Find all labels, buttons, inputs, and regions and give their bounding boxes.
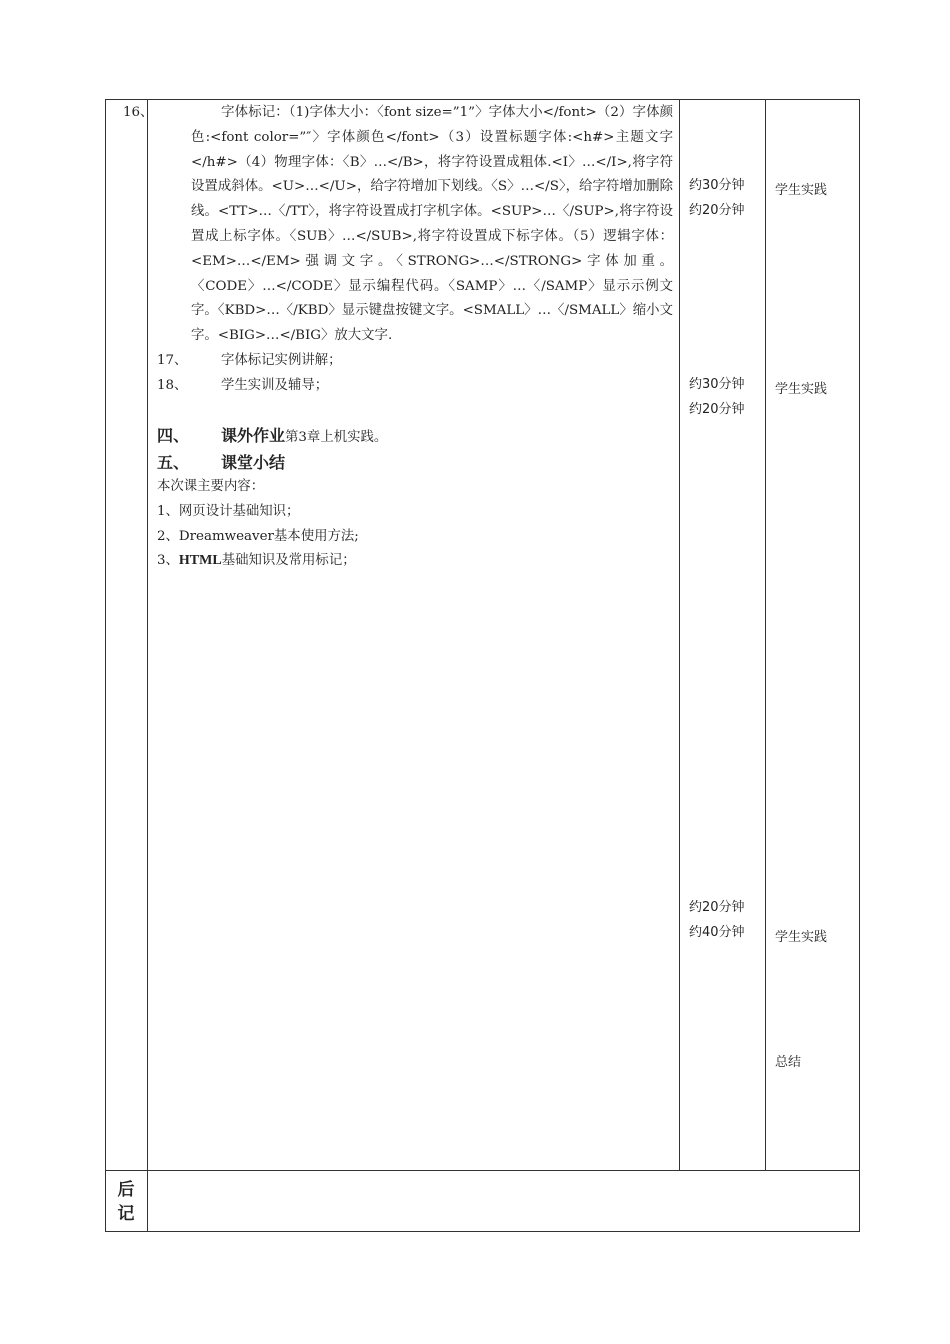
- list-item-text: 学生实训及辅导；: [221, 377, 329, 393]
- summary-line-3-bold: HTML: [178, 553, 222, 569]
- activity-note: 学生实践: [775, 183, 828, 198]
- table-col-divider-2: [679, 99, 680, 1171]
- table-row-divider: [105, 1170, 860, 1171]
- list-number: 16、: [123, 105, 154, 120]
- list-number: 18、: [157, 377, 188, 393]
- list-number: 17、: [157, 352, 188, 368]
- afterword-label: [106, 1178, 146, 1226]
- summary-line-3-num: 3、: [157, 553, 179, 569]
- list-item-17: [157, 349, 673, 374]
- section-title: 课外作业: [221, 426, 286, 446]
- summary-line-3-text: 基础知识及常用标记；: [221, 553, 356, 569]
- section-title: 课堂小结: [221, 452, 286, 472]
- table-border-bottom: [105, 1231, 860, 1232]
- time-estimate: 约40分钟: [689, 925, 745, 940]
- time-estimate: 约30分钟: [689, 178, 745, 193]
- activity-note: 学生实践: [775, 930, 828, 945]
- summary-line-2: 2、Dreamweaver基本使用方法;: [157, 528, 359, 544]
- section-homework: [157, 424, 673, 451]
- table-border-right: [859, 99, 860, 1232]
- table-border-left: [105, 99, 106, 1232]
- list-item-18: [157, 374, 673, 399]
- list-item-text: 字体标记：（1)字体大小：〈font size=”1”〉字体大小</font>（2）字体颜色:<font color=”″〉字体颜色</font>（3）设置标题字体:<h#>主题文字</h#>（4）物理字体：〈B〉…</B>，将字符设置成粗体.<I〉…</I>,将字符设置成斜体。<U>…</U>，给字符增加下划线。〈S〉…</S〉，给字符增加删除线。<TT>…〈/TT〉，将字符设置成打字机字体。<SUP>…〈/SUP>,将字符设置成上标字体。〈SUB〉…</SUB>,将字符设置成下标字体。（5）逻辑字体：<EM>…</EM>强调文字。〈STRONG>…</STRONG>字体加重。〈CODE〉…</CODE〉显示编程代码。〈SAMP〉…〈/SAMP〉显示示例文字。〈KBD>…〈/KBD〉显示键盘按键文字。<SMALL〉…〈/SMALL〉缩小文字。<BIG>…</BIG〉放大文字.: [191, 105, 673, 344]
- summary-line-3: [157, 549, 673, 574]
- table-border-top: [105, 99, 860, 100]
- section-number: 五、: [157, 452, 190, 472]
- list-item-text: 字体标记实例讲解；: [221, 352, 342, 368]
- activity-note: 学生实践: [775, 382, 828, 397]
- table-col-divider-3: [765, 99, 766, 1171]
- table-col-divider-1: [147, 99, 148, 1232]
- summary-intro: 本次课主要内容：: [157, 479, 265, 495]
- lesson-content: [123, 101, 673, 574]
- list-item-16: [123, 101, 673, 349]
- section-summary: [157, 451, 673, 476]
- time-estimate: 约20分钟: [689, 900, 745, 915]
- afterword-char-2: 记: [117, 1204, 135, 1224]
- activity-note: 总结: [775, 1055, 802, 1070]
- time-estimate: 约20分钟: [689, 203, 745, 218]
- section-number: 四、: [157, 426, 190, 446]
- afterword-char-1: 后: [117, 1180, 135, 1200]
- section-text: 第3章上机实践。: [285, 430, 388, 446]
- time-estimate: 约20分钟: [689, 402, 745, 417]
- summary-line-1: 1、网页设计基础知识；: [157, 503, 300, 519]
- time-estimate: 约30分钟: [689, 377, 745, 392]
